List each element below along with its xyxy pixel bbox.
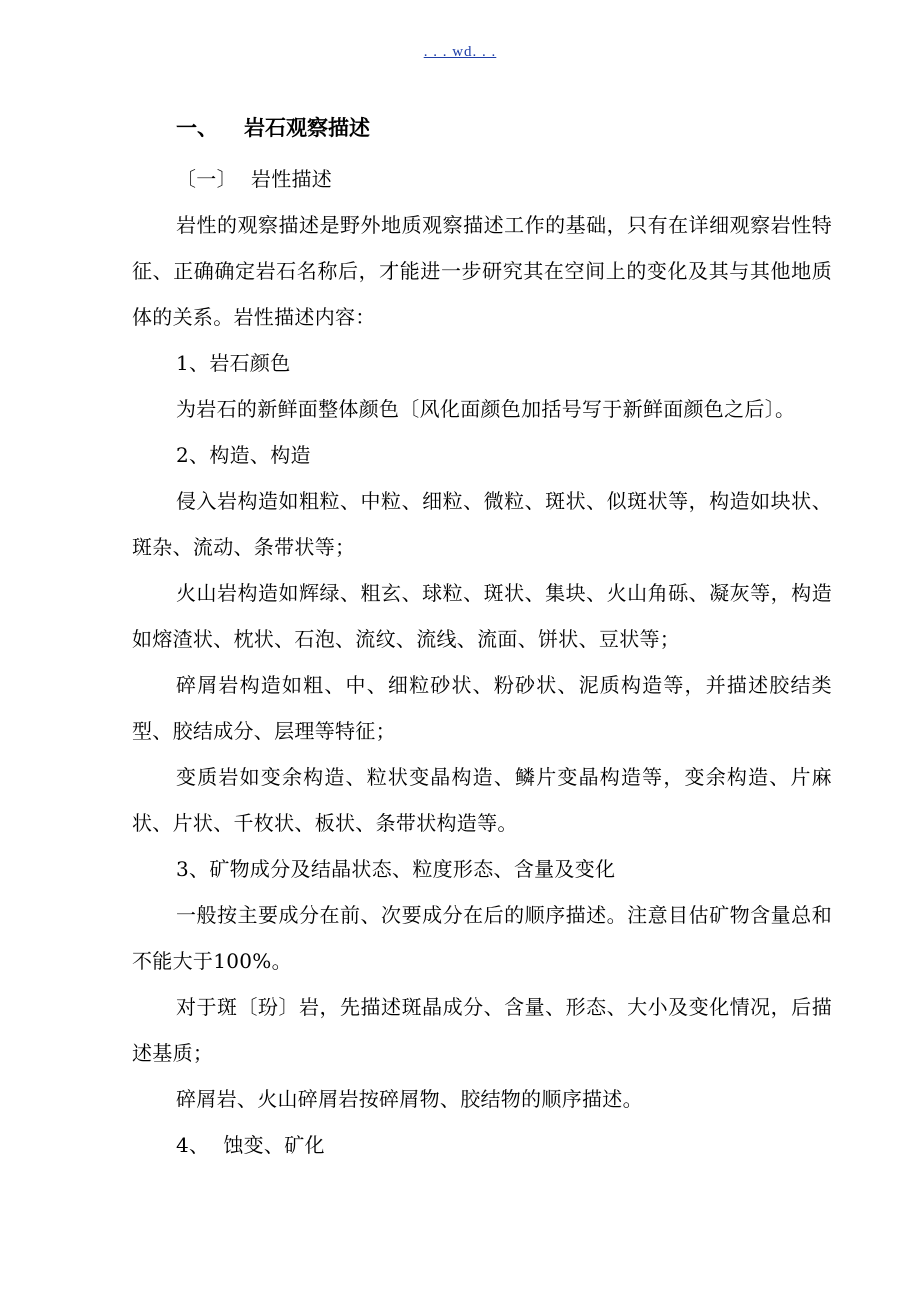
item-alteration-text: 蚀变、矿化 [223, 1133, 325, 1157]
paragraph-metamorphic: 变质岩如变余构造、粒状变晶构造、鳞片变晶构造等，变余构造、片麻状、片状、千枚状、板状、条带状构造等。 [132, 765, 832, 835]
section-heading [176, 114, 832, 142]
paragraph-intro: 岩性的观察描述是野外地质观察描述工作的基础，只有在详细观察岩性特征、正确确定岩石名称后，才能进一步研究其在空间上的变化及其与其他地质体的关系。岩性描述内容： [132, 213, 832, 329]
paragraph-pyroclastic: 碎屑岩、火山碎屑岩按碎屑物、胶结物的顺序描述。 [176, 1087, 643, 1111]
item-structure: 2、构造、构造 [176, 443, 311, 467]
section-heading-number: 一、 [176, 116, 218, 140]
paragraph-clastic: 碎屑岩构造如粗、中、细粒砂状、粉砂状、泥质构造等，并描述胶结类型、胶结成分、层理等特征； [132, 673, 832, 743]
page-header-mark: . . . wd. . . [423, 44, 497, 60]
item-minerals: 3、矿物成分及结晶状态、粒度形态、含量及变化 [176, 857, 616, 881]
paragraph-porphyry: 对于斑〔玢〕岩，先描述斑晶成分、含量、形态、大小及变化情况，后描述基质； [132, 995, 832, 1065]
item-rock-color: 1、岩石颜色 [176, 351, 291, 375]
subsection-heading [132, 156, 832, 202]
item-alteration-number: 4、 [176, 1133, 210, 1157]
paragraph-volcanic: 火山岩构造如辉绿、粗玄、球粒、斑状、集块、火山角砾、凝灰等，构造如熔渣状、枕状、石泡、流纹、流线、流面、饼状、豆状等； [132, 581, 832, 651]
paragraph-rock-color: 为岩石的新鲜面整体颜色〔风化面颜色加括号写于新鲜面颜色之后〕。 [176, 397, 796, 421]
section-heading-text: 岩石观察描述 [244, 116, 370, 140]
subsection-heading-text: 岩性描述 [250, 167, 333, 191]
paragraph-mineral-order: 一般按主要成分在前、次要成分在后的顺序描述。注意目估矿物含量总和不能大于100%。 [132, 903, 832, 973]
item-alteration [132, 1122, 832, 1168]
paragraph-intrusive: 侵入岩构造如粗粒、中粒、细粒、微粒、斑状、似斑状等，构造如块状、斑杂、流动、条带状等； [132, 489, 832, 559]
document-body [132, 114, 832, 1168]
subsection-heading-number: 〔一〕 [176, 167, 237, 191]
